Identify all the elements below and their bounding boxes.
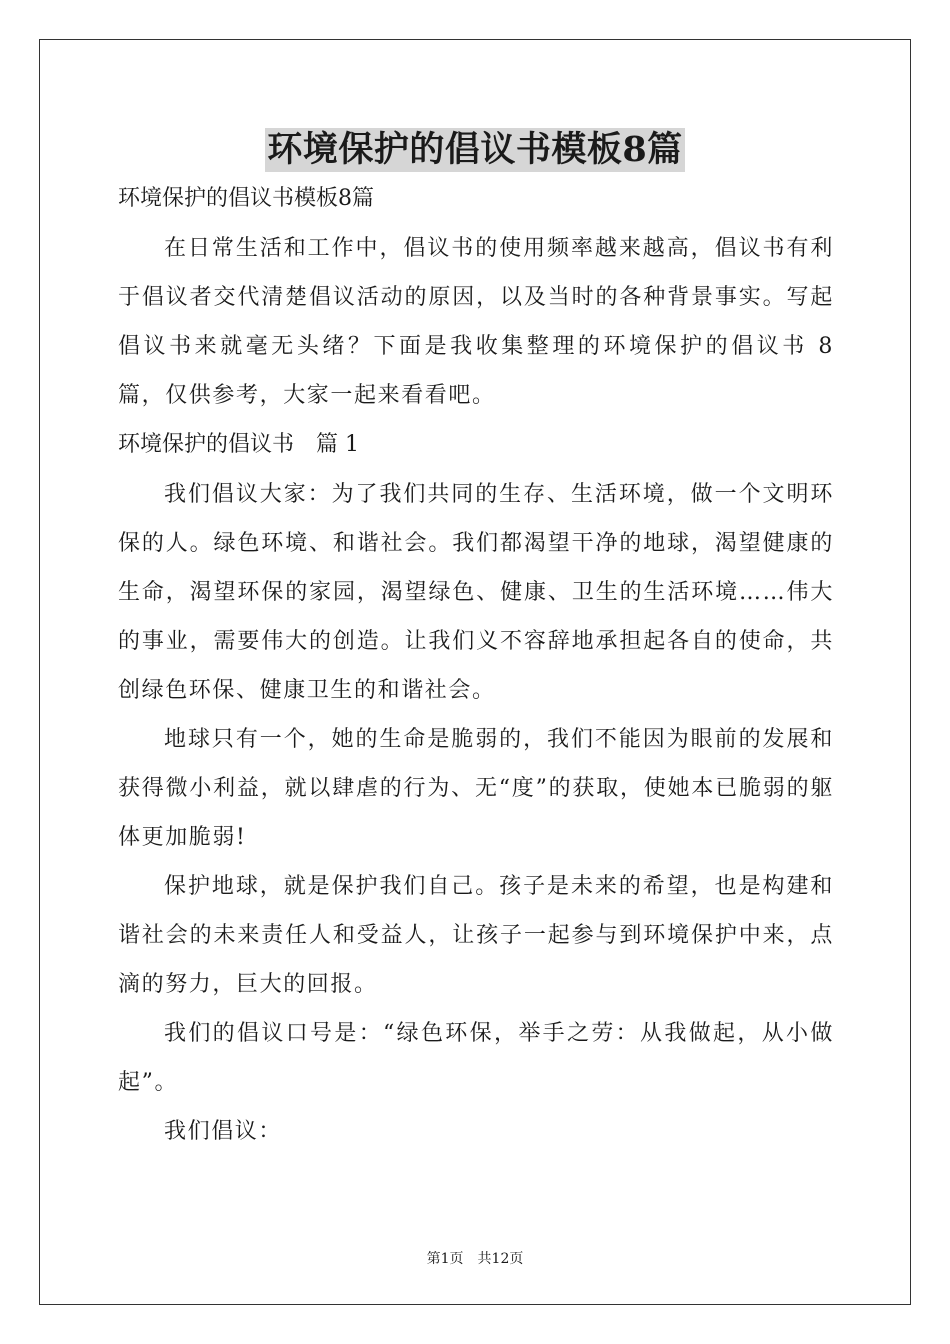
- body-paragraph: 我们的倡议口号是：“绿色环保，举手之劳：从我做起，从小做起”。: [118, 1021, 834, 1095]
- page-number-footer: 第1页 共12页: [426, 1251, 524, 1267]
- body-paragraph: 我们倡议大家：为了我们共同的生存、生活环境，做一个文明环保的人。绿色环境、和谐社会。我们都渴望干净的地球，渴望健康的生命，渴望环保的家园，渴望绿色、健康、卫生的生活环境……伟大的事业，需要伟大的创造。让我们义不容辞地承担起各自的使命，共创绿色环保、健康卫生的和谐社会。: [118, 482, 834, 703]
- body-paragraph: 地球只有一个，她的生命是脆弱的，我们不能因为眼前的发展和获得微小利益，就以肆虐的行为、无“度”的获取，使她本已脆弱的躯体更加脆弱!: [118, 727, 834, 850]
- section-heading-1: 环境保护的倡议书 篇 1: [118, 432, 359, 457]
- body-paragraph: 保护地球，就是保护我们自己。孩子是未来的希望，也是构建和谐社会的未来责任人和受益人，让孩子一起参与到环境保护中来，点滴的努力，巨大的回报。: [118, 874, 834, 997]
- document-subtitle: 环境保护的倡议书模板8篇: [118, 186, 374, 211]
- document-title: 环境保护的倡议书模板8篇: [267, 129, 683, 170]
- body-paragraph: 我们倡议：: [164, 1119, 283, 1144]
- intro-paragraph: 在日常生活和工作中，倡议书的使用频率越来越高，倡议书有利于倡议者交代清楚倡议活动的原因，以及当时的各种背景事实。写起倡议书来就毫无头绪？下面是我收集整理的环境保护的倡议书 8 篇，仅供参考，大家一起来看看吧。: [118, 236, 834, 408]
- document-body: [118, 182, 834, 1156]
- title-container: [0, 128, 950, 172]
